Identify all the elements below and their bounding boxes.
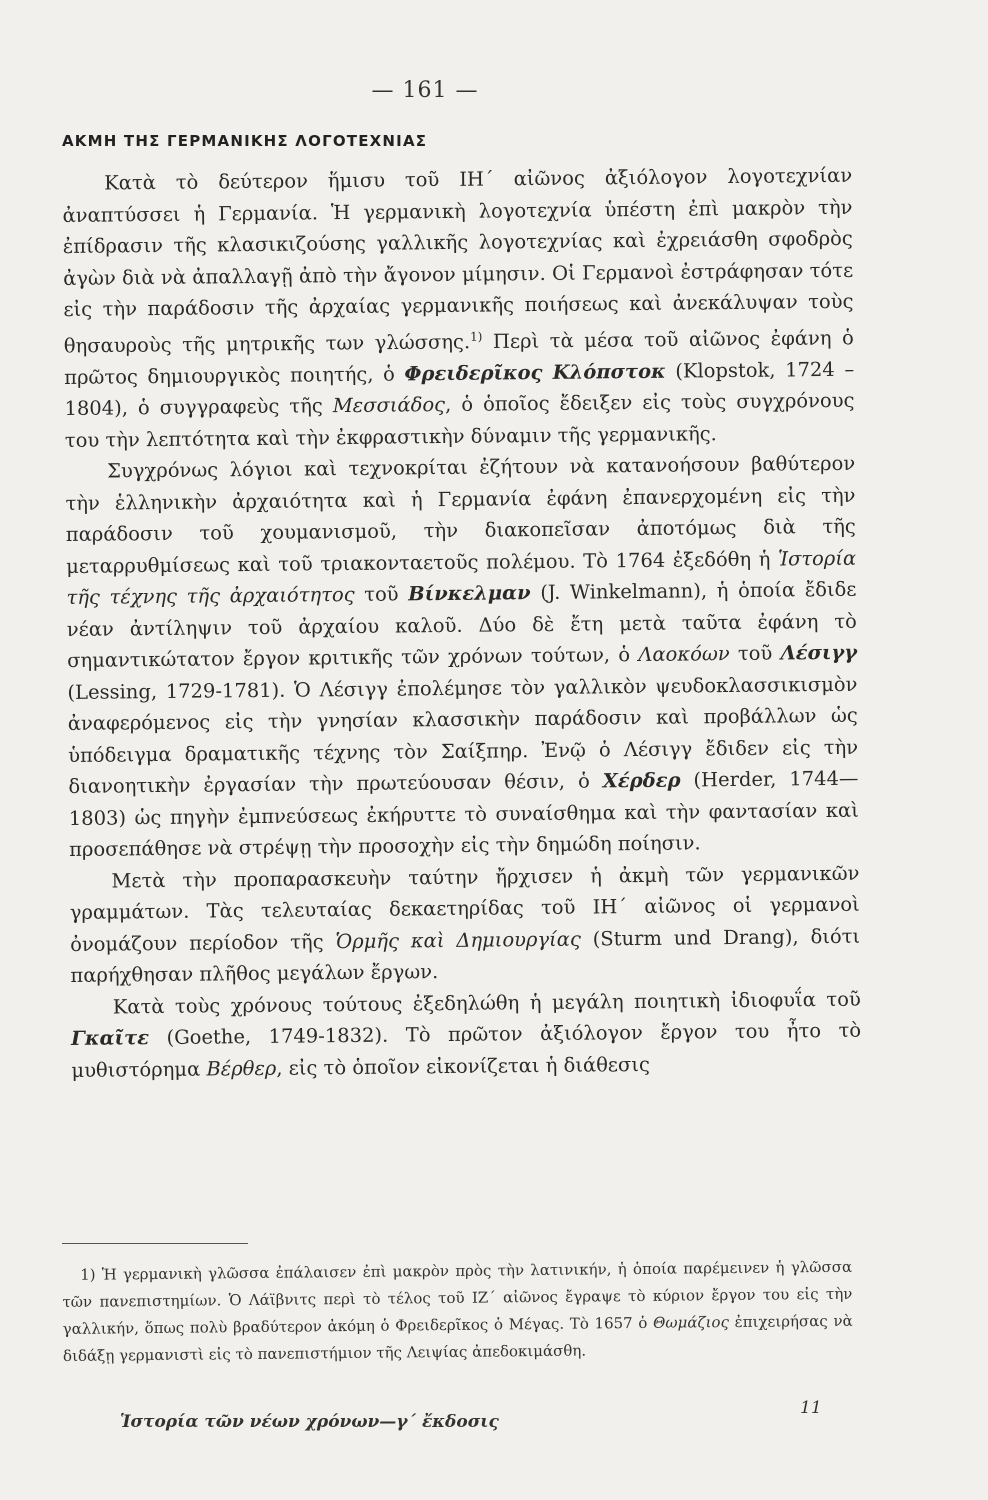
text-segment: , ὁ ὁποῖος ἔδειξεν εἰς τοὺς συγχρόνους του τὴν λεπτότητα καὶ τὴν ἐκφραστικὴν δύναμιν τῆς γερμανικῆς. bbox=[64, 388, 855, 452]
footnote bbox=[62, 1254, 853, 1370]
person-name: Θωμάζιος bbox=[652, 1313, 730, 1332]
paragraph-3 bbox=[69, 857, 860, 991]
paragraph-2 bbox=[65, 448, 859, 866]
footnote-text bbox=[62, 1254, 853, 1370]
section-heading: ΑΚΜΗ ΤΗΣ ΓΕΡΜΑΝΙΚΗΣ ΛΟΓΟΤΕΧΝΙΑΣ bbox=[62, 132, 428, 150]
work-title: Ὁρμῆς καὶ Δημιουργίας bbox=[335, 927, 581, 953]
paragraph-1 bbox=[62, 160, 855, 456]
person-name: Λέσιγγ bbox=[780, 640, 858, 665]
text-segment: , εἰς τὸ ὁποῖον εἰκονίζεται ἡ διάθεσις bbox=[276, 1052, 650, 1080]
work-title: Λαοκόων bbox=[638, 642, 730, 666]
signature-mark: 11 bbox=[800, 1398, 822, 1418]
work-title: Μεσσιάδος bbox=[332, 393, 446, 418]
text-segment: τοῦ bbox=[729, 641, 781, 666]
footer-book-title: Ἱστορία τῶν νέων χρόνων—γ΄ ἔκδοσις bbox=[120, 1412, 499, 1432]
text-segment: (Sturm und Drang), διότι παρήχθησαν πλῆθος μεγάλων ἔργων. bbox=[70, 924, 861, 987]
body-text bbox=[62, 160, 862, 1086]
text-segment: Περὶ τὰ μέσα τοῦ αἰῶνος ἐφάνη ὁ πρῶτος δημιουργικὸς ποιητής, ὁ bbox=[64, 325, 854, 389]
text-segment: (Lessing, 1729-1781). Ὁ Λέσιγγ ἐπολέμησε τὸν γαλλικὸν ψευδοκλασσικισμὸν ἀναφερόμενος εἰς τὴν γνησίαν κλασσικὴν παράδοσιν καὶ προβάλλων ὡς ὑπόδειγμα δραματικῆς τέχνης τὸν Σαίξπηρ. Ἐνῷ ὁ Λέσιγγ ἔδιδεν εἰς τὴν διανοητικὴν ἐργασίαν τὴν πρωτεύουσαν θέσιν, ὁ bbox=[67, 672, 859, 798]
person-name: Γκαῖτε bbox=[70, 1026, 150, 1050]
work-title: Βέρθερ bbox=[206, 1056, 277, 1081]
text-segment: Μετὰ τὴν προπαρασκευὴν ταύτην ἤρχισεν ἡ ἀκμὴ τῶν γερμανικῶν γραμμάτων. Τὰς τελευταίας δεκαετηρίδας τοῦ ΙΗ΄ αἰῶνος οἱ γερμανοὶ ὀνομάζουν περίοδον τῆς bbox=[69, 861, 860, 956]
footnote-marker: 1) bbox=[469, 329, 483, 344]
text-segment: (Goethe, 1749-1832). Τὸ πρῶτον ἀξιόλογον ἔργον του ἦτο τὸ μυθιστόρημα bbox=[71, 1018, 862, 1082]
text-segment: (J. Winkelmann), ἡ ὁποία ἔδιδε νέαν ἀντίληψιν τοῦ ἀρχαίου καλοῦ. Δύο δὲ ἔτη μετὰ ταῦτα ἐφάνη τὸ σημαντικώτατον ἔργον κριτικῆς τῶν χρόνων τούτων, ὁ bbox=[66, 577, 857, 672]
text-segment: (Klopstok, 1724 – 1804), ὁ συγγραφεὺς τῆς bbox=[64, 357, 855, 420]
text-segment: τοῦ bbox=[354, 582, 409, 606]
person-name: Φρειδερῖκος Κλόπστοκ bbox=[404, 359, 666, 385]
text-segment: Κατὰ τὸ δεύτερον ἥμισυ τοῦ ΙΗ΄ αἰῶνος ἀξιόλογον λογοτεχνίαν ἀναπτύσσει ἡ Γερμανία. Ἡ γερμανικὴ λογοτεχνία ὑπέστη ἐπὶ μακρὸν τὴν ἐπίδρασιν τῆς κλασικιζούσης γαλλικῆς λογοτεχνίας καὶ ἐχρειάσθη σφοδρὸς ἀγὼν διὰ νὰ ἀπαλλαγῇ ἀπὸ τὴν ἄγονον μίμησιν. Οἱ Γερμανοὶ ἐστράφησαν τότε εἰς τὴν παράδοσιν τῆς ἀρχαίας γερμανικῆς ποιήσεως καὶ ἀνεκάλυψαν τοὺς θησαυροὺς τῆς μητρικῆς των γλώσσης. bbox=[62, 163, 854, 357]
text-segment: Κατὰ τοὺς χρόνους τούτους ἐξεδηλώθη ἡ μεγάλη ποιητικὴ ἰδιοφυΐα τοῦ bbox=[112, 987, 861, 1019]
text-segment: 1) Ἡ γερμανικὴ γλῶσσα ἐπάλαισεν ἐπὶ μακρὸν πρὸς τὴν λατινικήν, ἡ ὁποία παρέμεινεν ἡ γλῶσσα τῶν πανεπιστημίων. Ὁ Λάϊβνιτς περὶ τὸ τέλος τοῦ ΙΖ΄ αἰῶνος ἔγραψε τὸ κύριον ἔργον του εἰς τὴν γαλλικήν, ὅπως πολὺ βραδύτερον ἀκόμη ὁ Φρειδερῖκος ὁ Μέγας. Τὸ 1657 ὁ bbox=[62, 1257, 853, 1338]
text-segment: (Herder, 1744—1803) ὡς πηγὴν ἐμπνεύσεως ἐκήρυττε τὸ συναίσθημα καὶ τὴν φαντασίαν καὶ προσεπάθησε νὰ στρέψῃ τὴν προσοχὴν εἰς τὴν δημώδη ποίησιν. bbox=[68, 766, 859, 861]
person-name: Χέρδερ bbox=[602, 768, 681, 793]
text-segment: ἐπιχειρήσας νὰ διδάξῃ γερμανιστὶ εἰς τὸ πανεπιστήμιον τῆς Λειψίας ἀπεδοκιμάσθη. bbox=[62, 1311, 853, 1365]
footnote-divider bbox=[62, 1243, 248, 1244]
work-title: Ἱστορία τῆς τέχνης τῆς ἀρχαιότητος bbox=[66, 546, 857, 609]
text-segment: Συγχρόνως λόγιοι καὶ τεχνοκρίται ἐζήτουν νὰ κατανοήσουν βαθύτερον τὴν ἑλληνικὴν ἀρχαιότητα καὶ ἡ Γερμανία ἐφάνη ἐπανερχομένη εἰς τὴν παράδοσιν τοῦ χουμανισμοῦ, τὴν διακοπεῖσαν ἀποτόμως διὰ τῆς μεταρρυθμίσεως καὶ τοῦ τριακονταετοῦς πολέμου. Τὸ 1764 ἐξεδόθη ἡ bbox=[65, 451, 856, 578]
person-name: Βίνκελμαν bbox=[408, 581, 531, 606]
page-number: — 161 — bbox=[371, 78, 479, 103]
paragraph-4 bbox=[71, 983, 862, 1086]
